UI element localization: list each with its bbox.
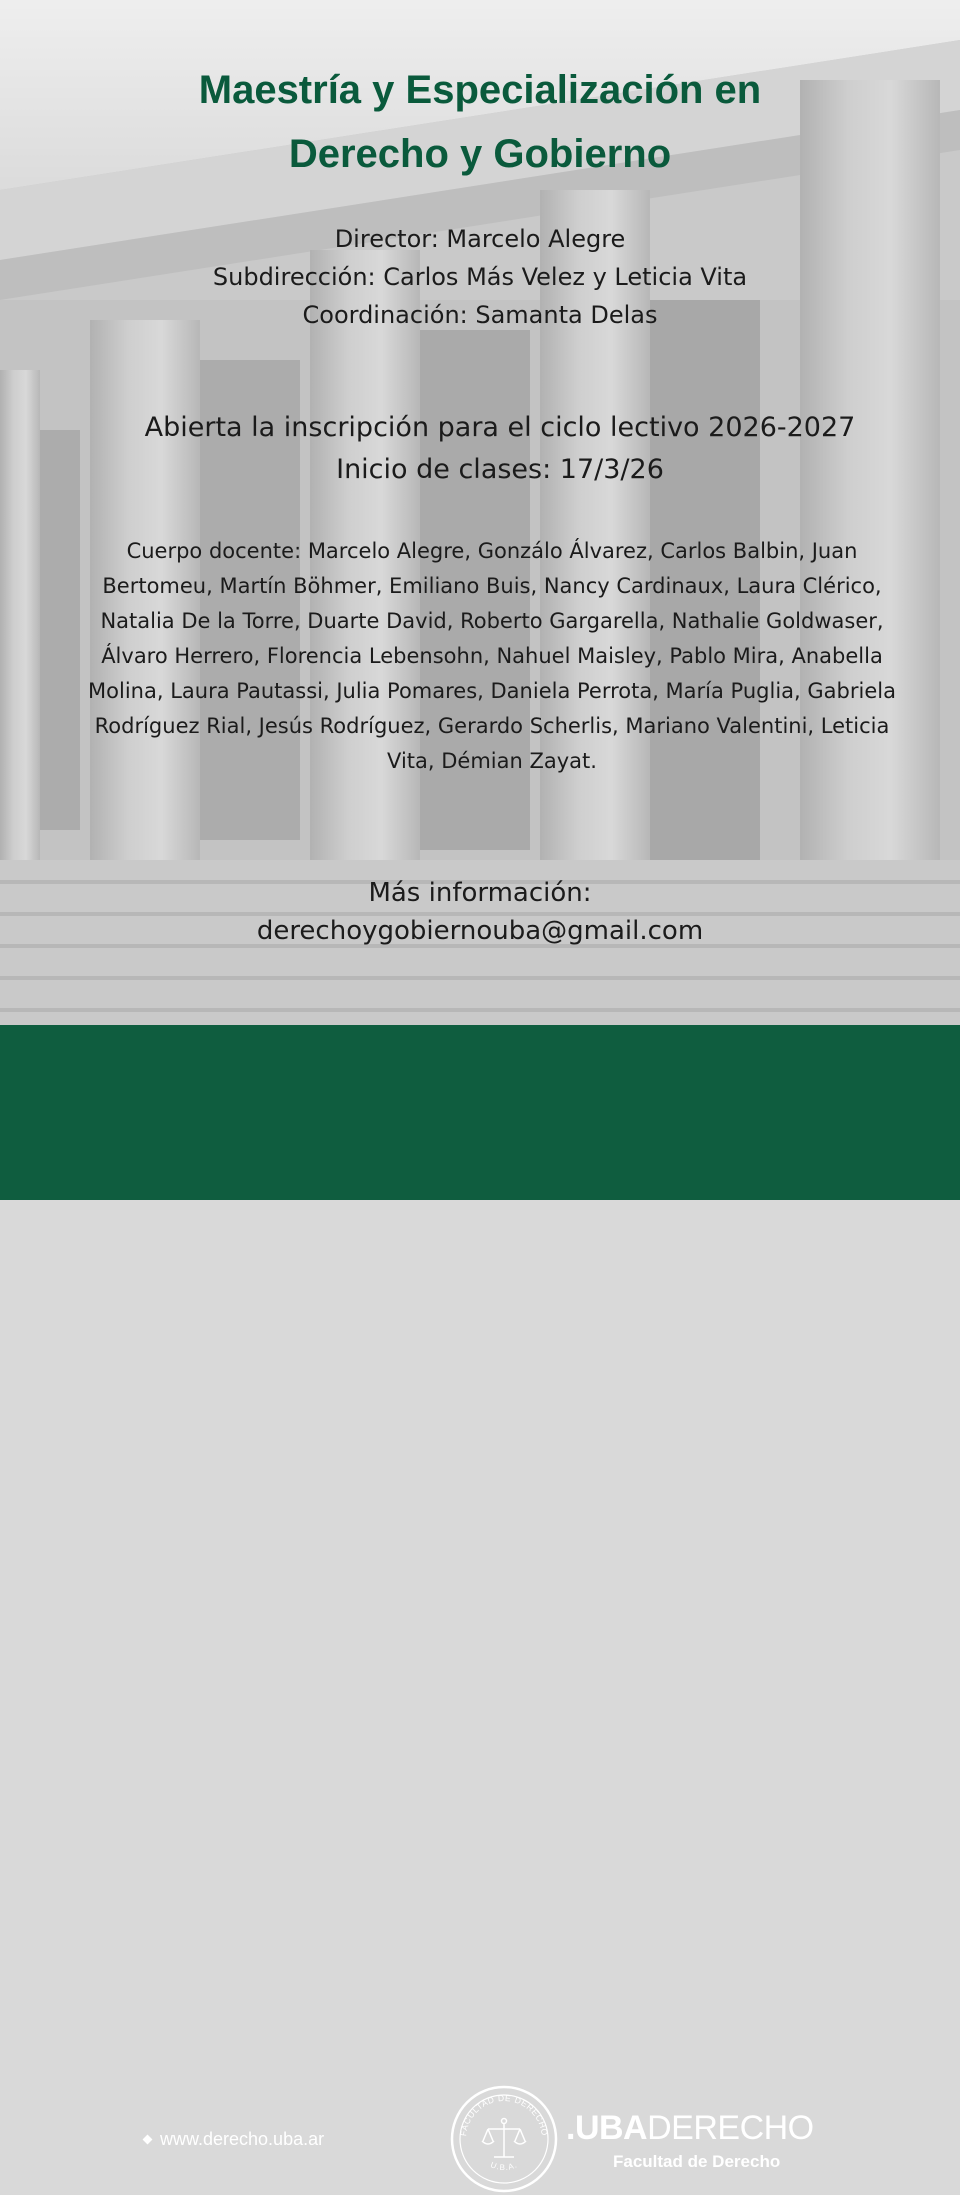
svg-text:U.B.A.: U.B.A. [489,2160,519,2173]
brand-wordmark [566,2108,814,2148]
staff-block [80,220,880,334]
enrollment-open-line: Abierta la inscripción para el ciclo lectivo 2026-2027 [144,412,856,443]
website-link[interactable] [144,2127,324,2151]
svg-text:FACULTAD DE DERECHO: FACULTAD DE DERECHO [458,2092,550,2137]
faculty-list: Cuerpo docente: Marcelo Alegre, Gonzálo Álvarez, Carlos Balbin, Juan Bertomeu, Martín Böhmer, Emiliano Buis, Nancy Cardinaux, Laura Clérico, Natalia De la Torre, Duarte David, Roberto Gargarella, Nathalie Goldwaser, Álvaro Herrero, Florencia Lebensohn, Nahuel Maisley, Pablo Mira, Anabella Molina, Laura Pautassi, Julia Pomares, Daniela Perrota, María Puglia, Gabriela Rodríguez Rial, Jesús Rodríguez, Gerardo Scherlis, Mariano Valentini, Leticia Vita, Démian Zayat. [88,539,896,773]
more-info-label: Más información: [368,878,592,908]
uba-derecho-logo [566,2108,814,2173]
main-content [0,0,960,1025]
class-start-line: Inicio de clases: 17/3/26 [336,454,664,485]
contact-block [160,874,800,950]
footer-bar [0,1025,960,2173]
contact-email[interactable]: derechoygobiernouba@gmail.com [256,916,704,946]
coordinacion-line: Coordinación: Samanta Delas [302,301,658,329]
brand-uba: .UBA [566,2109,648,2147]
director-line: Director: Marcelo Alegre [334,225,626,253]
enrollment-block [40,407,960,491]
website-text: www.derecho.uba.ar [160,2129,325,2149]
title-line-1: Maestría y Especialización en [198,68,762,112]
title-line-2: Derecho y Gobierno [288,132,672,176]
brand-subtitle: Facultad de Derecho [613,2152,781,2171]
faculty-seal-logo [448,2083,560,2195]
diamond-bullet-icon [143,2134,153,2144]
subdireccion-line: Subdirección: Carlos Más Velez y Leticia Vita [212,263,748,291]
brand-derecho: DERECHO [647,2109,814,2147]
page-title [60,58,900,186]
